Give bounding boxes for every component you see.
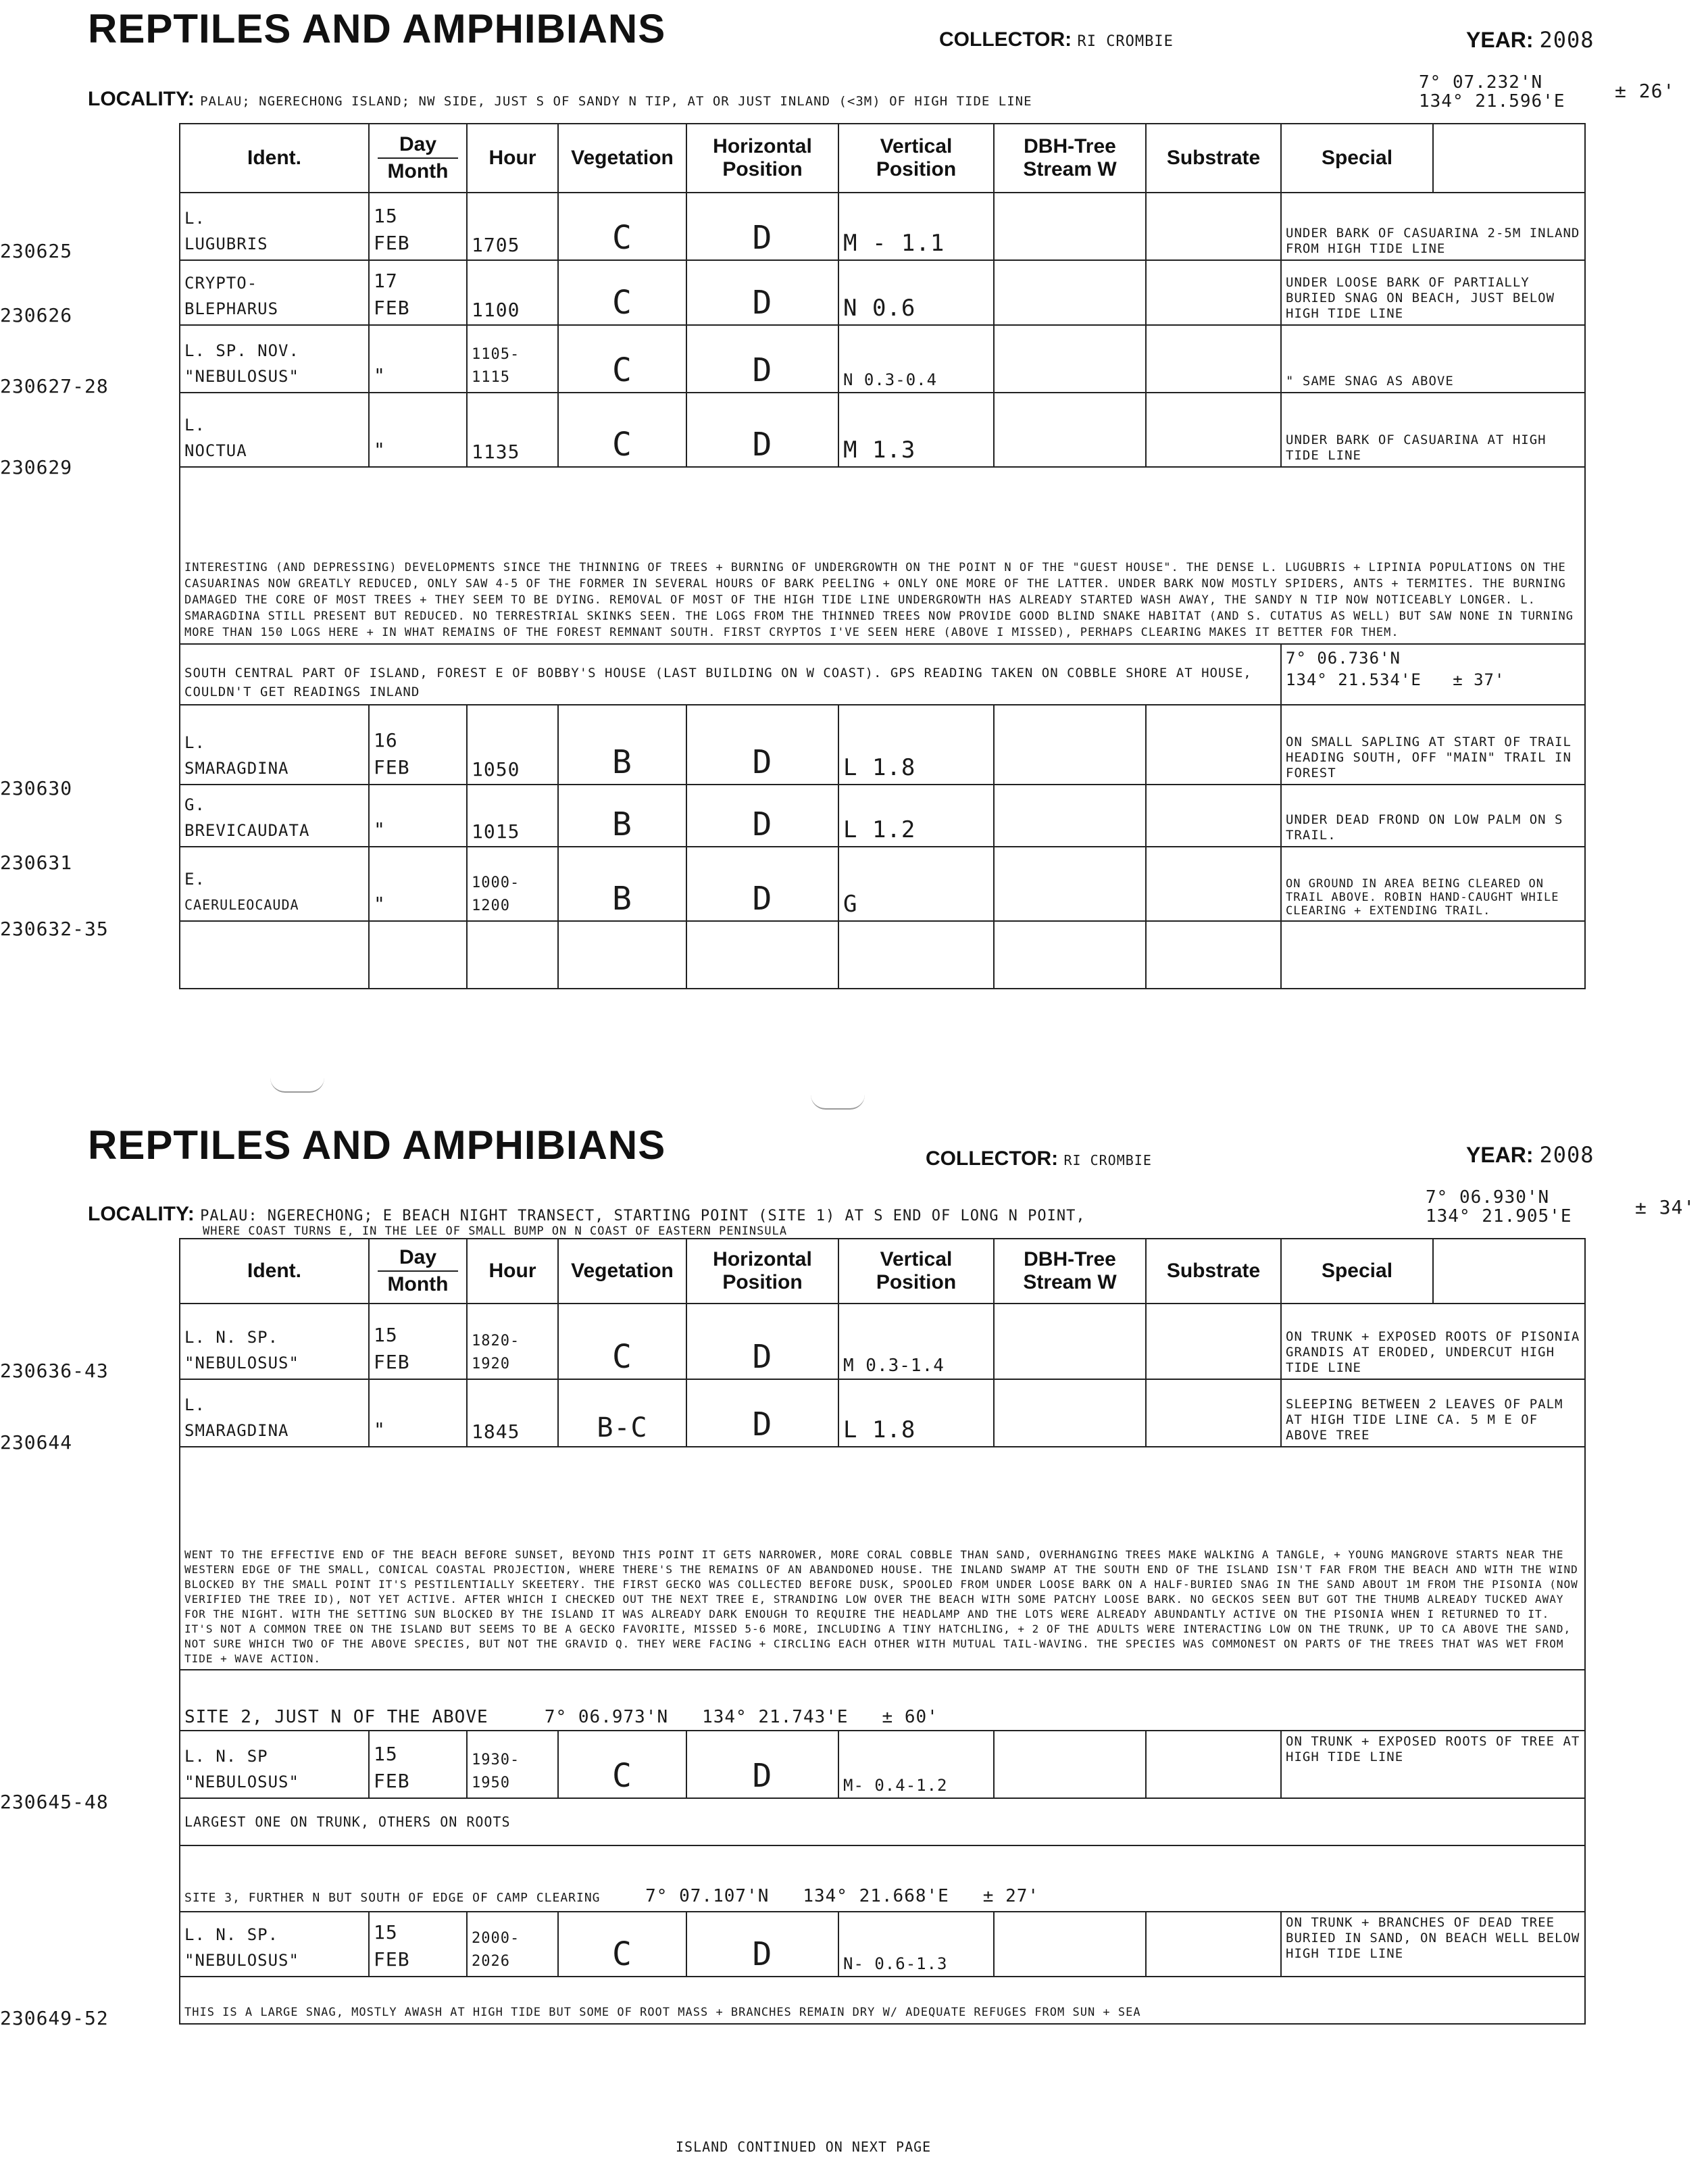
notes-row <box>180 467 1585 644</box>
month-value: FEB <box>374 1351 410 1373</box>
header-ident: Ident. <box>180 1239 369 1304</box>
horizontal-cell: D <box>686 705 838 785</box>
sheet-title: REPTILES AND AMPHIBIANS <box>88 1122 666 1168</box>
hour-cell: 1000-1200 <box>467 847 558 921</box>
ident-cell <box>180 1731 369 1798</box>
hour-cell: 1930-1950 <box>467 1731 558 1798</box>
ident-cell <box>180 1379 369 1447</box>
site-row <box>180 1845 1585 1912</box>
table-row <box>180 847 1585 921</box>
vertical-cell: N 0.6 <box>838 260 994 325</box>
specimen-table <box>179 123 1586 989</box>
sheet-2 <box>0 1108 1708 2157</box>
ident-cell <box>180 393 369 467</box>
notes-row <box>180 1977 1585 2024</box>
month-value: FEB <box>374 1770 410 1792</box>
notes-row <box>180 1447 1585 1670</box>
day-value: " <box>374 439 386 461</box>
sheet-title: REPTILES AND AMPHIBIANS <box>88 6 666 51</box>
vertical-cell: M- 0.4-1.2 <box>838 1731 994 1798</box>
empty-cell <box>838 921 994 989</box>
ident-cell <box>180 325 369 393</box>
empty-cell <box>369 921 467 989</box>
ident-cell <box>180 705 369 785</box>
substrate-cell <box>1146 785 1281 847</box>
hour-cell: 1050 <box>467 705 558 785</box>
dbh-cell <box>994 1379 1146 1447</box>
header-day: Day <box>399 1246 437 1268</box>
dbh-cell <box>994 1731 1146 1798</box>
horizontal-cell: D <box>686 260 838 325</box>
header-hour: Hour <box>467 124 558 193</box>
site-3-lon: 134° 21.668'E <box>803 1886 949 1906</box>
collector <box>926 1147 1152 1170</box>
day-value: 15 <box>374 1324 398 1346</box>
ident-species: "NEBULOSUS" <box>184 367 299 386</box>
empty-cell <box>994 921 1146 989</box>
ident-species: "NEBULOSUS" <box>184 1772 299 1791</box>
specimen-number: 230629 <box>0 456 73 478</box>
substrate-cell <box>1146 705 1281 785</box>
specimen-number: 230631 <box>0 851 73 874</box>
vertical-cell: M 0.3-1.4 <box>838 1304 994 1379</box>
empty-cell <box>558 921 686 989</box>
vertical-cell: L 1.2 <box>838 785 994 847</box>
horizontal-cell: D <box>686 325 838 393</box>
locality-label: LOCALITY: <box>88 1203 195 1225</box>
locality-lon: 134° 21.905'E <box>1426 1206 1572 1226</box>
vertical-cell: L 1.8 <box>838 1379 994 1447</box>
collector-label: COLLECTOR: <box>926 1147 1059 1170</box>
site-lat: 7° 06.736'N <box>1286 649 1401 668</box>
site-2-lat: 7° 06.973'N <box>544 1707 669 1727</box>
locality-coords <box>1426 1188 1572 1226</box>
dbh-cell <box>994 1304 1146 1379</box>
dbh-cell <box>994 705 1146 785</box>
site-3-error: ± 27' <box>982 1886 1040 1906</box>
header-day: Day <box>399 133 437 155</box>
locality-value: PALAU; NGERECHONG ISLAND; NW SIDE, JUST S OF SANDY N TIP, AT OR JUST INLAND (<3M) OF HIGH TIDE LINE <box>200 94 1032 109</box>
field-notes: INTERESTING (AND DEPRESSING) DEVELOPMENTS SINCE THE THINNING OF TREES + BURNING OF UNDERGROWTH ON THE POINT N OF THE "GUEST HOUSE". THE DENSE L. LUGUBRIS + LIPINIA POPULATIONS ON THE CASUARINAS NOW GREATLY REDUCED, ONLY SAW 4-5 OF THE FORMER IN SEVERAL HOURS OF BARK PEELING + ONLY ONE MORE OF THE LATTER. UNDER BARK NOW MOSTLY SPIDERS, ANTS + TERMITES. THE BURNING DAMAGED THE CORE OF MOST TREES + THEY SEEM TO BE DYING. REMOVAL OF MOST OF THE HIGH TIDE LINE UNDERGROWTH HAS ALREADY STARTED WASH AWAY, THE SANDY N TIP NOW NOTICEABLY LONGER. L. SMARAGDINA STILL PRESENT BUT REDUCED. NO TERRESTRIAL SKINKS SEEN. THE LOGS FROM THE THINNED TREES NOW PROVIDE GOOD BLIND SNAKE HABITAT (AND S. CUTATUS AS WELL) BUT SAW NONE IN TURNING MORE THAN 150 LOGS HERE + IN WHAT REMAINS OF THE FOREST REMNANT SOUTH. FIRST CRYPTOS I'VE SEEN HERE (ABOVE I MISSED), PERHAPS CLEARING MAKES IT BETTER FOR THEM. <box>180 467 1585 644</box>
day-value: 15 <box>374 205 398 227</box>
site-row <box>180 644 1585 705</box>
horizontal-cell: D <box>686 847 838 921</box>
vegetation-cell: B-C <box>558 1379 686 1447</box>
hour-cell: 1135 <box>467 393 558 467</box>
header-extra <box>1433 1239 1585 1304</box>
day-month-cell <box>369 325 467 393</box>
header-dbh: DBH-Tree Stream W <box>994 124 1146 193</box>
locality-lon: 134° 21.596'E <box>1419 91 1565 111</box>
scan-artifact-arc <box>270 1078 324 1093</box>
header-horizontal: Horizontal Position <box>686 124 838 193</box>
vertical-cell: M - 1.1 <box>838 193 994 260</box>
ident-genus: E. <box>184 870 205 889</box>
special-cell: ON SMALL SAPLING AT START OF TRAIL HEADING SOUTH, OFF "MAIN" TRAIL IN FOREST <box>1281 705 1585 785</box>
table-row <box>180 260 1585 325</box>
header-vegetation: Vegetation <box>558 124 686 193</box>
field-notes: WENT TO THE EFFECTIVE END OF THE BEACH BEFORE SUNSET, BEYOND THIS POINT IT GETS NARROWER, MORE CORAL COBBLE THAN SAND, OVERHANGING TREES MAKE WALKING A TANGLE, + YOUNG MANGROVE STARTS NEAR THE WESTERN EDGE OF THE SMALL, CONICAL COASTAL PROJECTION, WHERE THERE'S THE REMAINS OF AN ABANDONED HOUSE. THE INLAND SWAMP AT THE SOUTH END OF THE ISLAND ISN'T FAR FROM THE BEACH AND WITH THE WIND BLOCKED BY THE SMALL POINT IT'S PESTILENTIALLY SKEETERY. THE FIRST GECKO WAS COLLECTED BEFORE DUSK, SPOOLED FROM UNDER LOOSE BARK ON A HALF-BURIED SNAG IN THE SAND ABOUT 1M FROM THE PISONIA (NOW VERIFIED THE TREE ID), NOT YET ACTIVE. AFTER WHICH I CHECKED OUT THE NEXT TREE E, STRANDING LOW OVER THE BEACH WITH SOME PATCHY LOOSE BARK. NO GECKOS SEEN BUT GOT THE THUMB ALREADY TUCKED AWAY FOR THE NIGHT. WITH THE SETTING SUN BLOCKED BY THE ISLAND IT WAS ALREADY DARK ENOUGH TO REQUIRE THE HEADLAMP AND THE LOTS WERE ALREADY ABUNDANTLY ACTIVE ON THE PISONIA WHEN I RETURNED TO IT. IT'S NOT A COMMON TREE ON THE ISLAND BUT SEEMS TO BE A GECKO FAVORITE, MISSED 5-6 MORE, INCLUDING A TINY HATCHLING, + 2 OF THE ADULTS WERE INTERACTING LOW ON THE TRUNK, UP TO CA ABOVE THE SAND, NOT SURE WHICH TWO OF THE ABOVE SPECIES, BUT NOT THE GRAVID Q. THEY WERE FACING + CIRCLING EACH OTHER WITH MUTUAL TAIL-WAVING. THE SPECIES WAS COMMONEST ON PARTS OF THE TREES THAT WAS WET FROM TIDE + WAVE ACTION. <box>180 1447 1585 1670</box>
header-ident: Ident. <box>180 124 369 193</box>
empty-cell <box>180 921 369 989</box>
specimen-number: 230645-48 <box>0 1791 109 1813</box>
horizontal-cell: D <box>686 1379 838 1447</box>
ident-cell <box>180 193 369 260</box>
table-row <box>180 705 1585 785</box>
scan-artifact-arc <box>811 1095 865 1110</box>
day-month-divider <box>378 1270 458 1272</box>
site-3-lat: 7° 07.107'N <box>645 1886 770 1906</box>
day-month-cell <box>369 1379 467 1447</box>
site-error: ± 37' <box>1453 670 1505 689</box>
header-special: Special <box>1281 1239 1433 1304</box>
header-extra <box>1433 124 1585 193</box>
horizontal-cell: D <box>686 785 838 847</box>
empty-cell <box>686 921 838 989</box>
day-month-cell <box>369 260 467 325</box>
row-note: LARGEST ONE ON TRUNK, OTHERS ON ROOTS <box>180 1798 1585 1845</box>
hour-cell: 2000-2026 <box>467 1912 558 1977</box>
day-value: " <box>374 818 386 841</box>
horizontal-cell: D <box>686 1912 838 1977</box>
day-month-cell <box>369 193 467 260</box>
day-month-cell <box>369 785 467 847</box>
empty-row <box>180 921 1585 989</box>
vertical-cell: G <box>838 847 994 921</box>
sheet-1 <box>0 0 1708 1054</box>
specimen-number: 230630 <box>0 777 73 799</box>
day-month-cell <box>369 705 467 785</box>
day-month-cell <box>369 393 467 467</box>
header-substrate: Substrate <box>1146 124 1281 193</box>
table-row <box>180 193 1585 260</box>
substrate-cell <box>1146 193 1281 260</box>
specimen-table <box>179 1238 1586 2025</box>
horizontal-cell: D <box>686 1731 838 1798</box>
vertical-cell: N- 0.6-1.3 <box>838 1912 994 1977</box>
hour-cell: 1100 <box>467 260 558 325</box>
specimen-number: 230636-43 <box>0 1360 109 1382</box>
vegetation-cell: C <box>558 1912 686 1977</box>
locality-lat: 7° 06.930'N <box>1426 1187 1550 1208</box>
ident-genus: CRYPTO- <box>184 274 258 293</box>
header-special: Special <box>1281 124 1433 193</box>
dbh-cell <box>994 847 1146 921</box>
year <box>1466 1142 1594 1168</box>
hour-cell: 1845 <box>467 1379 558 1447</box>
locality-value: PALAU: NGERECHONG; E BEACH NIGHT TRANSECT, STARTING POINT (SITE 1) AT S END OF LONG N POINT, <box>200 1208 1086 1224</box>
locality <box>88 1203 1086 1226</box>
horizontal-cell: D <box>686 193 838 260</box>
year-label: YEAR: <box>1466 1143 1534 1167</box>
header-vertical: Vertical Position <box>838 124 994 193</box>
month-value: FEB <box>374 1948 410 1970</box>
dbh-cell <box>994 260 1146 325</box>
special-cell: ON TRUNK + EXPOSED ROOTS OF TREE AT HIGH TIDE LINE <box>1281 1731 1585 1798</box>
substrate-cell <box>1146 1731 1281 1798</box>
month-value: FEB <box>374 297 410 319</box>
hour-cell: 1105-1115 <box>467 325 558 393</box>
ident-genus: L. N. SP. <box>184 1328 279 1347</box>
locality-coords <box>1419 73 1565 111</box>
header-dbh: DBH-Tree Stream W <box>994 1239 1146 1304</box>
ident-cell <box>180 847 369 921</box>
dbh-cell <box>994 1912 1146 1977</box>
specimen-number: 230649-52 <box>0 2007 109 2029</box>
hour-cell: 1015 <box>467 785 558 847</box>
site-coords <box>1281 644 1585 705</box>
month-value: FEB <box>374 756 410 778</box>
ident-species: SMARAGDINA <box>184 1421 289 1440</box>
header-month: Month <box>387 1273 449 1295</box>
ident-species: NOCTUA <box>184 441 247 460</box>
site-row <box>180 1670 1585 1731</box>
day-month-cell <box>369 1731 467 1798</box>
locality-continued: WHERE COAST TURNS E, IN THE LEE OF SMALL BUMP ON N COAST OF EASTERN PENINSULA <box>203 1224 788 1238</box>
vertical-cell: M 1.3 <box>838 393 994 467</box>
year <box>1466 27 1594 53</box>
specimen-number: 230625 <box>0 240 73 262</box>
ident-genus: L. <box>184 733 205 752</box>
hour-cell: 1705 <box>467 193 558 260</box>
table-row <box>180 1912 1585 1977</box>
special-cell: ON TRUNK + BRANCHES OF DEAD TREE BURIED IN SAND, ON BEACH WELL BELOW HIGH TIDE LINE <box>1281 1912 1585 1977</box>
vegetation-cell: C <box>558 1304 686 1379</box>
vertical-cell: N 0.3-0.4 <box>838 325 994 393</box>
ident-species: LUGUBRIS <box>184 234 268 253</box>
special-cell: " SAME SNAG AS ABOVE <box>1281 325 1585 393</box>
ident-genus: L. N. SP <box>184 1747 268 1766</box>
header-substrate: Substrate <box>1146 1239 1281 1304</box>
collector-value: RI CROMBIE <box>1077 33 1174 50</box>
day-value: 17 <box>374 270 398 292</box>
substrate-cell <box>1146 1912 1281 1977</box>
ident-species: SMARAGDINA <box>184 759 289 778</box>
ident-species: CAERULEOCAUDA <box>184 897 299 913</box>
site-2-lon: 134° 21.743'E <box>702 1707 849 1727</box>
special-cell: UNDER LOOSE BARK OF PARTIALLY BURIED SNAG ON BEACH, JUST BELOW HIGH TIDE LINE <box>1281 260 1585 325</box>
day-value: " <box>374 893 386 915</box>
hour-cell: 1820-1920 <box>467 1304 558 1379</box>
day-value: " <box>374 1418 386 1441</box>
collector-label: COLLECTOR: <box>939 28 1072 51</box>
day-month-cell <box>369 1912 467 1977</box>
ident-cell <box>180 785 369 847</box>
vegetation-cell: C <box>558 393 686 467</box>
day-month-cell <box>369 847 467 921</box>
site-2-label: SITE 2, JUST N OF THE ABOVE <box>184 1707 488 1727</box>
special-cell: ON GROUND IN AREA BEING CLEARED ON TRAIL ABOVE. ROBIN HAND-CAUGHT WHILE CLEARING + EXTENDING TRAIL. <box>1281 847 1585 921</box>
vegetation-cell: C <box>558 1731 686 1798</box>
substrate-cell <box>1146 1304 1281 1379</box>
day-value: 16 <box>374 729 398 751</box>
specimen-number: 230627-28 <box>0 375 109 397</box>
ident-genus: L. N. SP. <box>184 1925 279 1944</box>
horizontal-cell: D <box>686 1304 838 1379</box>
ident-genus: L. SP. NOV. <box>184 341 299 360</box>
locality-error: ± 34' <box>1635 1196 1696 1218</box>
special-cell: UNDER BARK OF CASUARINA AT HIGH TIDE LINE <box>1281 393 1585 467</box>
site-3-description <box>180 1845 1585 1912</box>
vegetation-cell: B <box>558 847 686 921</box>
table-row <box>180 1731 1585 1798</box>
table-row <box>180 325 1585 393</box>
table-row <box>180 785 1585 847</box>
notes-row <box>180 1798 1585 1845</box>
site-2-description <box>180 1670 1585 1731</box>
substrate-cell <box>1146 325 1281 393</box>
substrate-cell <box>1146 847 1281 921</box>
locality <box>88 88 1032 111</box>
table-row <box>180 1304 1585 1379</box>
substrate-cell <box>1146 393 1281 467</box>
day-value: 15 <box>374 1921 398 1943</box>
ident-species: BREVICAUDATA <box>184 821 310 840</box>
header-month: Month <box>387 160 449 182</box>
row-note: THIS IS A LARGE SNAG, MOSTLY AWASH AT HIGH TIDE BUT SOME OF ROOT MASS + BRANCHES REMAIN DRY W/ ADEQUATE REFUGES FROM SUN + SEA <box>180 1977 1585 2024</box>
table-row <box>180 1379 1585 1447</box>
special-cell: UNDER DEAD FROND ON LOW PALM ON S TRAIL. <box>1281 785 1585 847</box>
day-value: 15 <box>374 1743 398 1765</box>
header-vertical: Vertical Position <box>838 1239 994 1304</box>
locality-label: LOCALITY: <box>88 88 195 110</box>
header-day-month <box>369 124 467 193</box>
table-row <box>180 393 1585 467</box>
vegetation-cell: C <box>558 260 686 325</box>
vegetation-cell: B <box>558 785 686 847</box>
header-horizontal: Horizontal Position <box>686 1239 838 1304</box>
site-2-error: ± 60' <box>882 1707 938 1727</box>
ident-cell <box>180 1304 369 1379</box>
empty-cell <box>467 921 558 989</box>
vegetation-cell: C <box>558 193 686 260</box>
ident-genus: L. <box>184 416 205 435</box>
ident-species: "NEBULOSUS" <box>184 1354 299 1372</box>
year-value: 2008 <box>1539 27 1594 53</box>
empty-cell <box>1146 921 1281 989</box>
locality-lat: 7° 07.232'N <box>1419 72 1543 93</box>
dbh-cell <box>994 785 1146 847</box>
special-cell: SLEEPING BETWEEN 2 LEAVES OF PALM AT HIGH TIDE LINE CA. 5 M E OF ABOVE TREE <box>1281 1379 1585 1447</box>
site-lon <box>1286 669 1580 691</box>
day-month-divider <box>378 157 458 159</box>
specimen-number: 230644 <box>0 1431 73 1454</box>
dbh-cell <box>994 193 1146 260</box>
dbh-cell <box>994 325 1146 393</box>
ident-genus: L. <box>184 209 205 228</box>
collector-value: RI CROMBIE <box>1063 1152 1152 1168</box>
specimen-number: 230626 <box>0 304 73 326</box>
ident-genus: G. <box>184 795 205 814</box>
horizontal-cell: D <box>686 393 838 467</box>
collector <box>939 28 1174 51</box>
year-value: 2008 <box>1539 1142 1594 1168</box>
day-month-cell <box>369 1304 467 1379</box>
month-value: FEB <box>374 232 410 254</box>
header-day-month <box>369 1239 467 1304</box>
header-hour: Hour <box>467 1239 558 1304</box>
site-3-label: SITE 3, FURTHER N BUT SOUTH OF EDGE OF CAMP CLEARING <box>184 1891 601 1905</box>
vegetation-cell: C <box>558 325 686 393</box>
ident-cell <box>180 1912 369 1977</box>
ident-species: BLEPHARUS <box>184 299 279 318</box>
ident-species: "NEBULOSUS" <box>184 1951 299 1970</box>
day-value: " <box>374 364 386 387</box>
empty-cell <box>1281 921 1585 989</box>
continued-note: ISLAND CONTINUED ON NEXT PAGE <box>676 2139 932 2155</box>
year-label: YEAR: <box>1466 28 1534 52</box>
special-cell: UNDER BARK OF CASUARINA 2-5M INLAND FROM HIGH TIDE LINE <box>1281 193 1585 260</box>
ident-genus: L. <box>184 1395 205 1414</box>
header-vegetation: Vegetation <box>558 1239 686 1304</box>
ident-cell <box>180 260 369 325</box>
substrate-cell <box>1146 1379 1281 1447</box>
substrate-cell <box>1146 260 1281 325</box>
site-description: SOUTH CENTRAL PART OF ISLAND, FOREST E OF BOBBY'S HOUSE (LAST BUILDING ON W COAST). GPS READING TAKEN ON COBBLE SHORE AT HOUSE, COULDN'T GET READINGS INLAND <box>180 644 1281 705</box>
special-cell: ON TRUNK + EXPOSED ROOTS OF PISONIA GRANDIS AT ERODED, UNDERCUT HIGH TIDE LINE <box>1281 1304 1585 1379</box>
dbh-cell <box>994 393 1146 467</box>
vertical-cell: L 1.8 <box>838 705 994 785</box>
locality-error: ± 26' <box>1615 80 1676 102</box>
site-lon-value: 134° 21.534'E <box>1286 670 1422 689</box>
specimen-number: 230632-35 <box>0 918 109 940</box>
vegetation-cell: B <box>558 705 686 785</box>
